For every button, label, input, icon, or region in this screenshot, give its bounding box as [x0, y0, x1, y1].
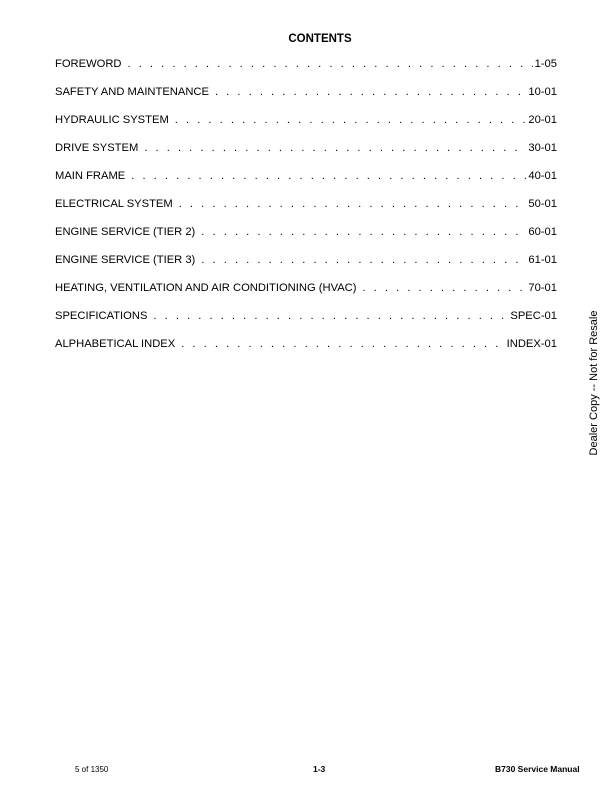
dot-leader: [128, 58, 533, 70]
toc-row[interactable]: [55, 282, 557, 310]
toc-label: FOREWORD: [55, 58, 122, 70]
table-of-contents: [55, 58, 557, 366]
dot-leader: [144, 142, 526, 154]
toc-row[interactable]: [55, 142, 557, 170]
dot-leader: [131, 170, 526, 182]
toc-row[interactable]: [55, 310, 557, 338]
toc-label: ALPHABETICAL INDEX: [55, 338, 176, 350]
toc-label: HEATING, VENTILATION AND AIR CONDITIONING (HVAC): [55, 282, 357, 294]
toc-label: MAIN FRAME: [55, 170, 126, 182]
toc-label: ENGINE SERVICE (TIER 3): [55, 254, 196, 266]
toc-row[interactable]: [55, 226, 557, 254]
toc-row[interactable]: [55, 58, 557, 86]
toc-row[interactable]: [55, 338, 557, 366]
footer-page-count: 5 of 1350: [75, 765, 109, 774]
toc-label: ENGINE SERVICE (TIER 2): [55, 226, 196, 238]
toc-label: SAFETY AND MAINTENANCE: [55, 86, 209, 98]
toc-page: 40-01: [528, 170, 557, 182]
toc-page: 50-01: [528, 198, 557, 210]
page-title: CONTENTS: [288, 33, 352, 45]
toc-page: 60-01: [528, 226, 557, 238]
dot-leader: [215, 86, 526, 98]
dot-leader: [181, 338, 504, 350]
toc-page: 10-01: [528, 86, 557, 98]
dot-leader: [201, 226, 526, 238]
toc-page: 1-05: [534, 58, 557, 70]
dot-leader: [175, 114, 527, 126]
toc-row[interactable]: [55, 198, 557, 226]
dot-leader: [179, 198, 527, 210]
toc-page: 20-01: [528, 114, 557, 126]
toc-row[interactable]: [55, 254, 557, 282]
toc-page: 61-01: [528, 254, 557, 266]
toc-page: SPEC-01: [510, 310, 557, 322]
footer-page-number: 1-3: [313, 764, 326, 774]
toc-page: INDEX-01: [506, 338, 557, 350]
toc-label: ELECTRICAL SYSTEM: [55, 198, 173, 210]
toc-row[interactable]: [55, 86, 557, 114]
dot-leader: [201, 254, 526, 266]
toc-page: 70-01: [528, 282, 557, 294]
toc-label: DRIVE SYSTEM: [55, 142, 139, 154]
dot-leader: [362, 282, 526, 294]
footer-manual-title: B730 Service Manual: [495, 764, 580, 774]
toc-page: 30-01: [528, 142, 557, 154]
dot-leader: [153, 310, 508, 322]
toc-label: HYDRAULIC SYSTEM: [55, 114, 169, 126]
watermark: Dealer Copy -- Not for Resale: [588, 310, 600, 456]
toc-row[interactable]: [55, 170, 557, 198]
toc-row[interactable]: [55, 114, 557, 142]
toc-label: SPECIFICATIONS: [55, 310, 148, 322]
